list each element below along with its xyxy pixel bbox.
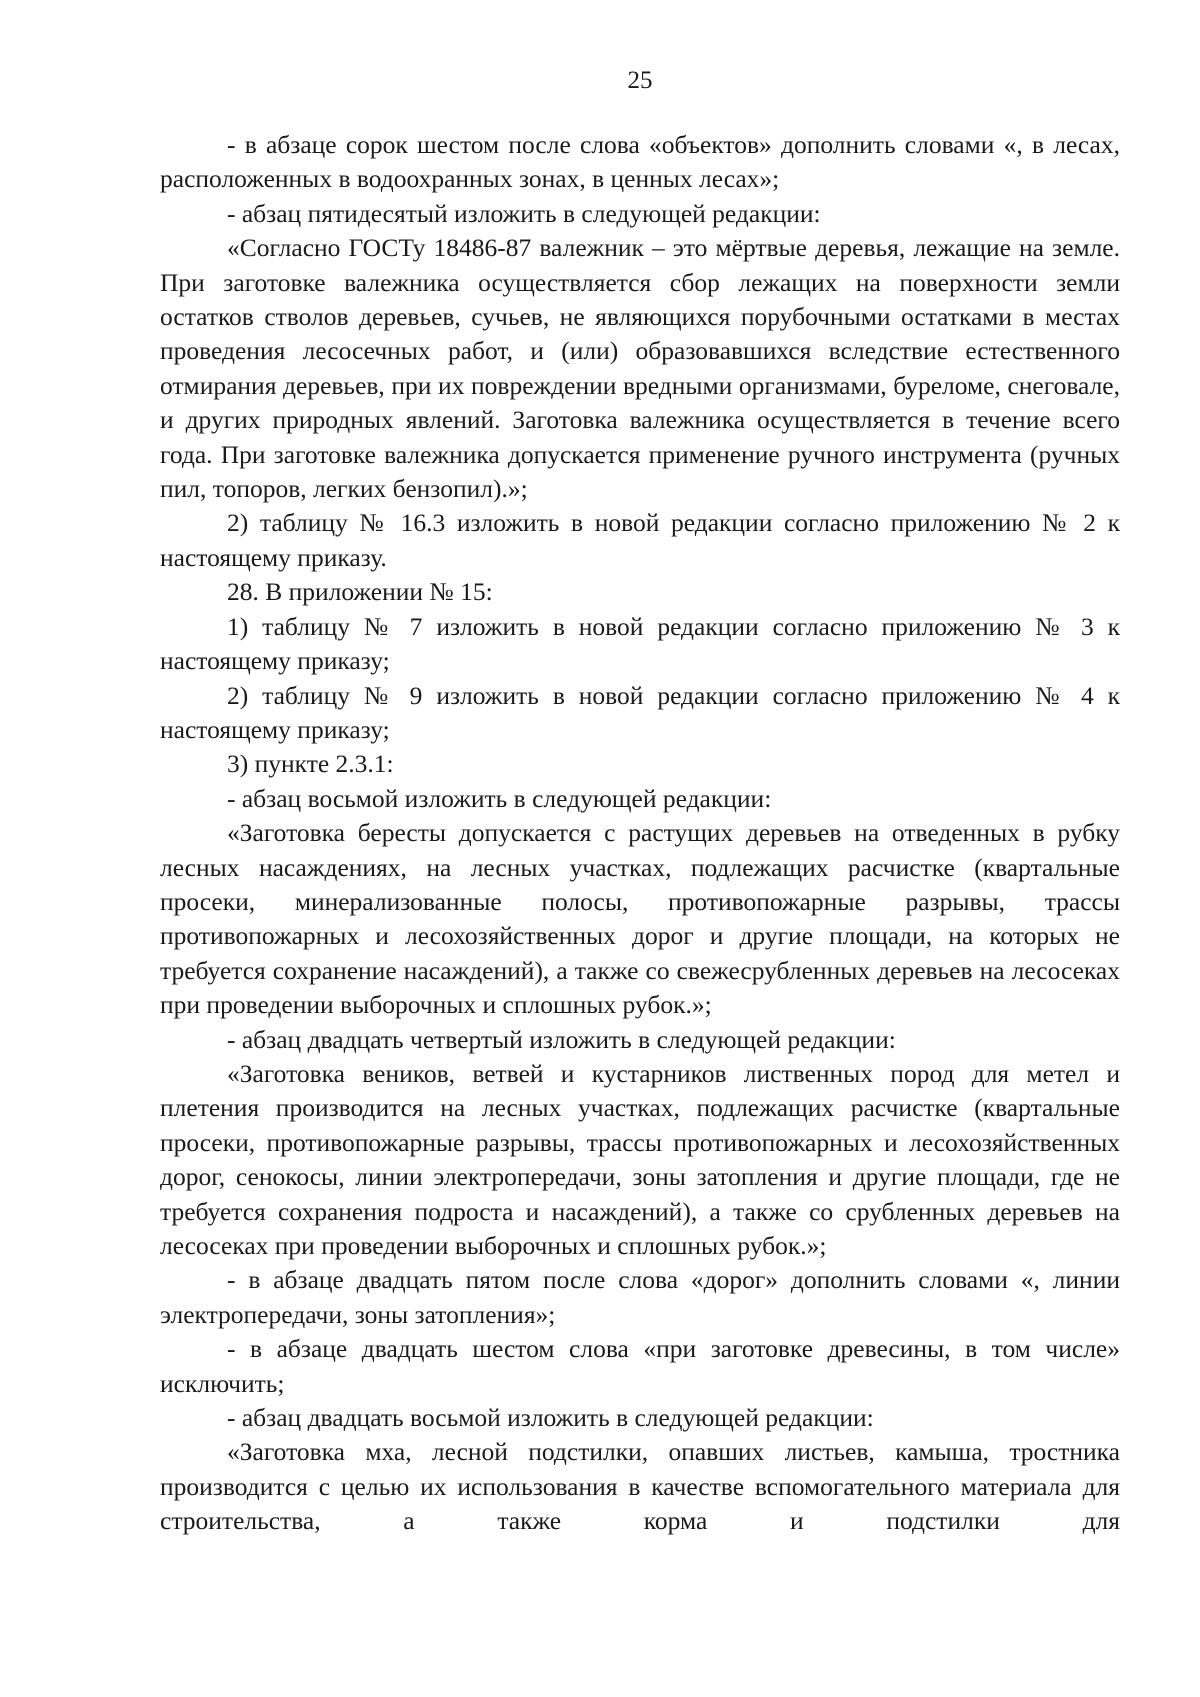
paragraph: 1) таблицу № 7 изложить в новой редакции согласно приложению № 3 к настоящему приказу; bbox=[160, 611, 1120, 676]
paragraph: - абзац двадцать восьмой изложить в следующей редакции: bbox=[227, 1403, 874, 1433]
paragraph: «Заготовка мха, лесной подстилки, опавших листьев, камыша, тростника производится с целью их использования в качестве вспомогательного материала для строительства, а также корма и подстилки для bbox=[160, 1437, 1120, 1536]
paragraph: 2) таблицу № 9 изложить в новой редакции согласно приложению № 4 к настоящему приказу; bbox=[160, 680, 1120, 744]
paragraph: 28. В приложении № 15: bbox=[227, 577, 493, 607]
paragraph: - абзац восьмой изложить в следующей редакции: bbox=[227, 783, 772, 813]
paragraph: «Заготовка бересты допускается с растущих деревьев на отведенных в рубку лесных насаждениях, на лесных участках, подлежащих расчистке (квартальные просеки, минерализованные полосы, противопожарные разрывы, трассы противопожарных и лесохозяйственных дорог и другие площади, на которых не требуется сохранение насаждений), а также со свежесрубленных деревьев на лесосеках при проведении выборочных и сплошных рубок.»; bbox=[160, 818, 1120, 1020]
page-number: 25 bbox=[627, 67, 653, 94]
paragraph: - в абзаце сорок шестом после слова «объектов» дополнить словами «, в лесах, расположенных в водоохранных зонах, в ценных лесах»; bbox=[160, 130, 1120, 194]
paragraph: 2) таблицу № 16.3 изложить в новой редакции согласно приложению № 2 к настоящему приказу. bbox=[160, 508, 1120, 572]
paragraph: - в абзаце двадцать пятом после слова «дорог» дополнить словами «, линии электропередачи, зоны затопления»; bbox=[160, 1265, 1120, 1329]
paragraph: - абзац двадцать четвертый изложить в следующей редакции: bbox=[227, 1024, 896, 1054]
paragraph: «Заготовка веников, ветвей и кустарников лиственных пород для метел и плетения производится на лесных участках, подлежащих расчистке (квартальные просеки, противопожарные разрывы, трассы противопожарных и лесохозяйственных дорог, сенокосы, линии электропередачи, зоны затопления и другие площади, где не требуется сохранения подроста и насаждений), а также со срубленных деревьев на лесосеках при проведении выборочных и сплошных рубок.»; bbox=[160, 1058, 1120, 1260]
paragraph: - в абзаце двадцать шестом слова «при заготовке древесины, в том числе» исключить; bbox=[160, 1334, 1120, 1398]
document-body bbox=[160, 128, 1120, 1539]
paragraph: «Согласно ГОСТу 18486-87 валежник – это мёртвые деревья, лежащие на земле. При заготовке валежника осуществляется сбор лежащих на поверхности земли остатков стволов деревьев, сучьев, не являющихся порубочными остатками в местах проведения лесосечных работ, и (или) образовавшихся вследствие естественного отмирания деревьев, при их повреждении вредными организмами, буреломе, снеговале, и других природных явлений. Заготовка валежника осуществляется в течение всего года. При заготовке валежника допускается применение ручного инструмента (ручных пил, топоров, легких бензопил).»; bbox=[160, 233, 1120, 504]
paragraph: 3) пункте 2.3.1: bbox=[227, 749, 394, 779]
paragraph: - абзац пятидесятый изложить в следующей редакции: bbox=[227, 198, 821, 228]
